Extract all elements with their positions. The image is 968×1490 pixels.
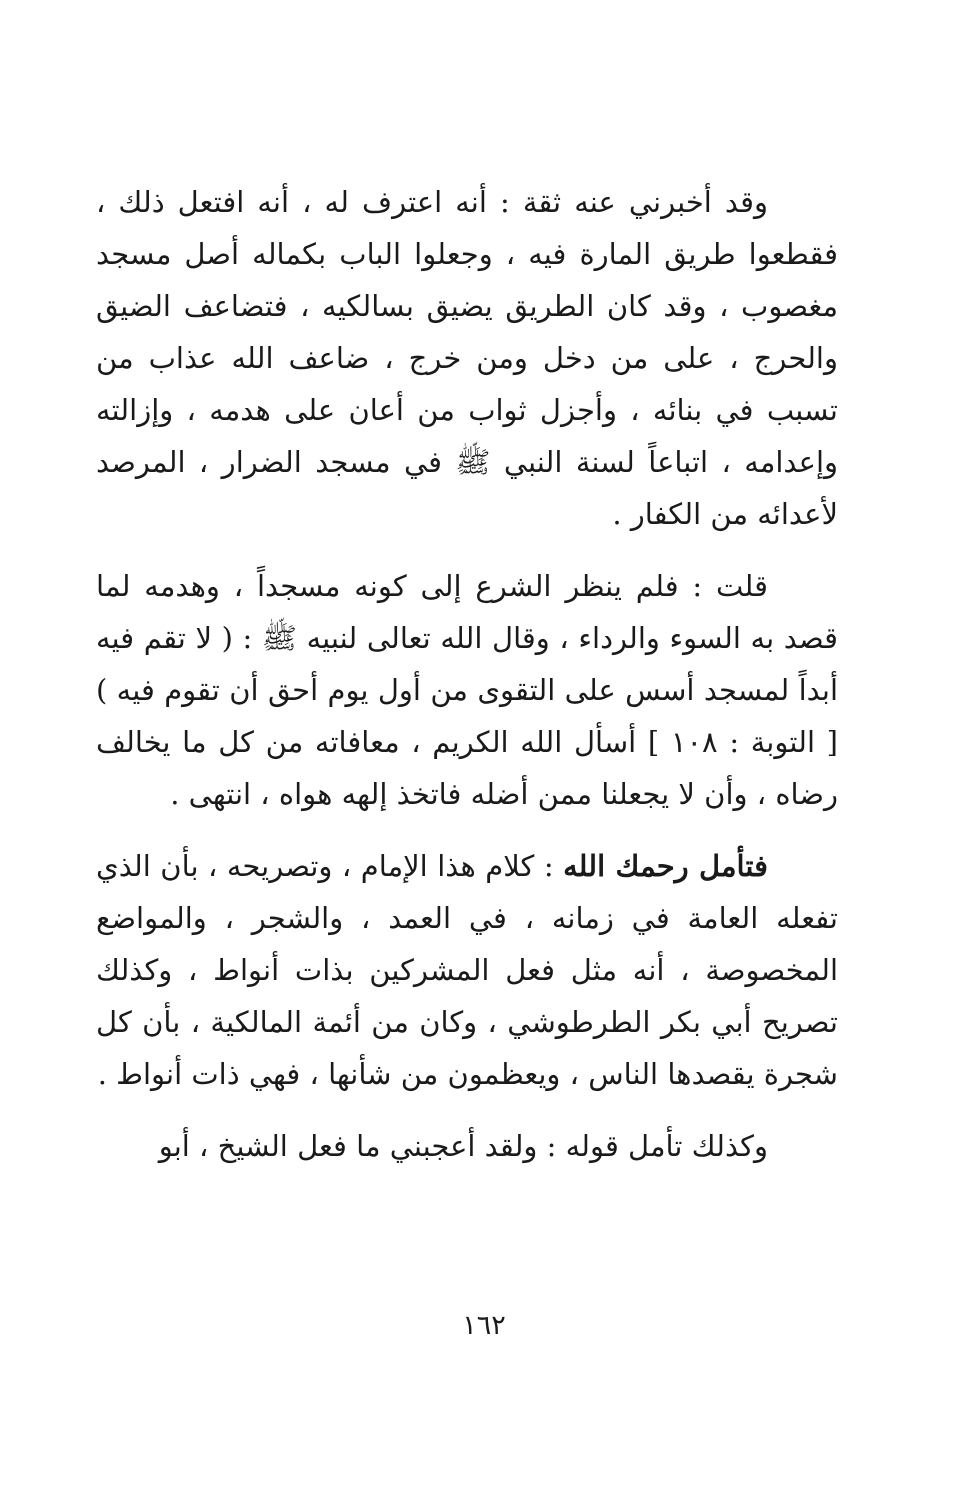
paragraph-4 xyxy=(96,1120,838,1172)
paragraph-3-lead: فتأمل رحمك الله xyxy=(563,849,768,883)
page-body xyxy=(96,176,838,1172)
paragraph-2-text: قلت : فلم ينظر الشرع إلى كونه مسجداً ، وهدمه لما قصد به السوء والرداء ، وقال الله تعالى لنبيه ﷺ : ( لا تقم فيه أبداً لمسجد أسس على التقوى من أول يوم أحق أن تقوم فيه ) [ التوبة : ١٠٨ ] أسأل الله الكريم ، معافاته من كل ما يخالف رضاه ، وأن لا يجعلنا ممن أضله فاتخذ إلهه هواه ، انتهى . xyxy=(96,569,838,811)
paragraph-3-text: : كلام هذا الإمام ، وتصريحه ، بأن الذي تفعله العامة في زمانه ، في العمد ، والشجر ، والمواضع المخصوصة ، أنه مثل فعل المشركين بذات أنواط ، وكذلك تصريح أبي بكر الطرطوشي ، وكان من أئمة المالكية ، بأن كل شجرة يقصدها الناس ، ويعظمون من شأنها ، فهي ذات أنواط . xyxy=(96,849,838,1091)
page-number: ١٦٢ xyxy=(462,1310,506,1341)
paragraph-2 xyxy=(96,560,838,820)
paragraph-1 xyxy=(96,176,838,540)
paragraph-1-text: وقد أخبرني عنه ثقة : أنه اعترف له ، أنه افتعل ذلك ، فقطعوا طريق المارة فيه ، وجعلوا الباب بكماله أصل مسجد مغصوب ، وقد كان الطريق يضيق بسالكيه ، فتضاعف الضيق والحرج ، على من دخل ومن خرج ، ضاعف الله عذاب من تسبب في بنائه ، وأجزل ثواب من أعان على هدمه ، وإزالته وإعدامه ، اتباعاً لسنة النبي ﷺ في مسجد الضرار ، المرصد لأعدائه من الكفار . xyxy=(96,185,839,531)
paragraph-3 xyxy=(96,840,838,1100)
paragraph-4-text: وكذلك تأمل قوله : ولقد أعجبني ما فعل الشيخ ، أبو xyxy=(158,1129,768,1163)
